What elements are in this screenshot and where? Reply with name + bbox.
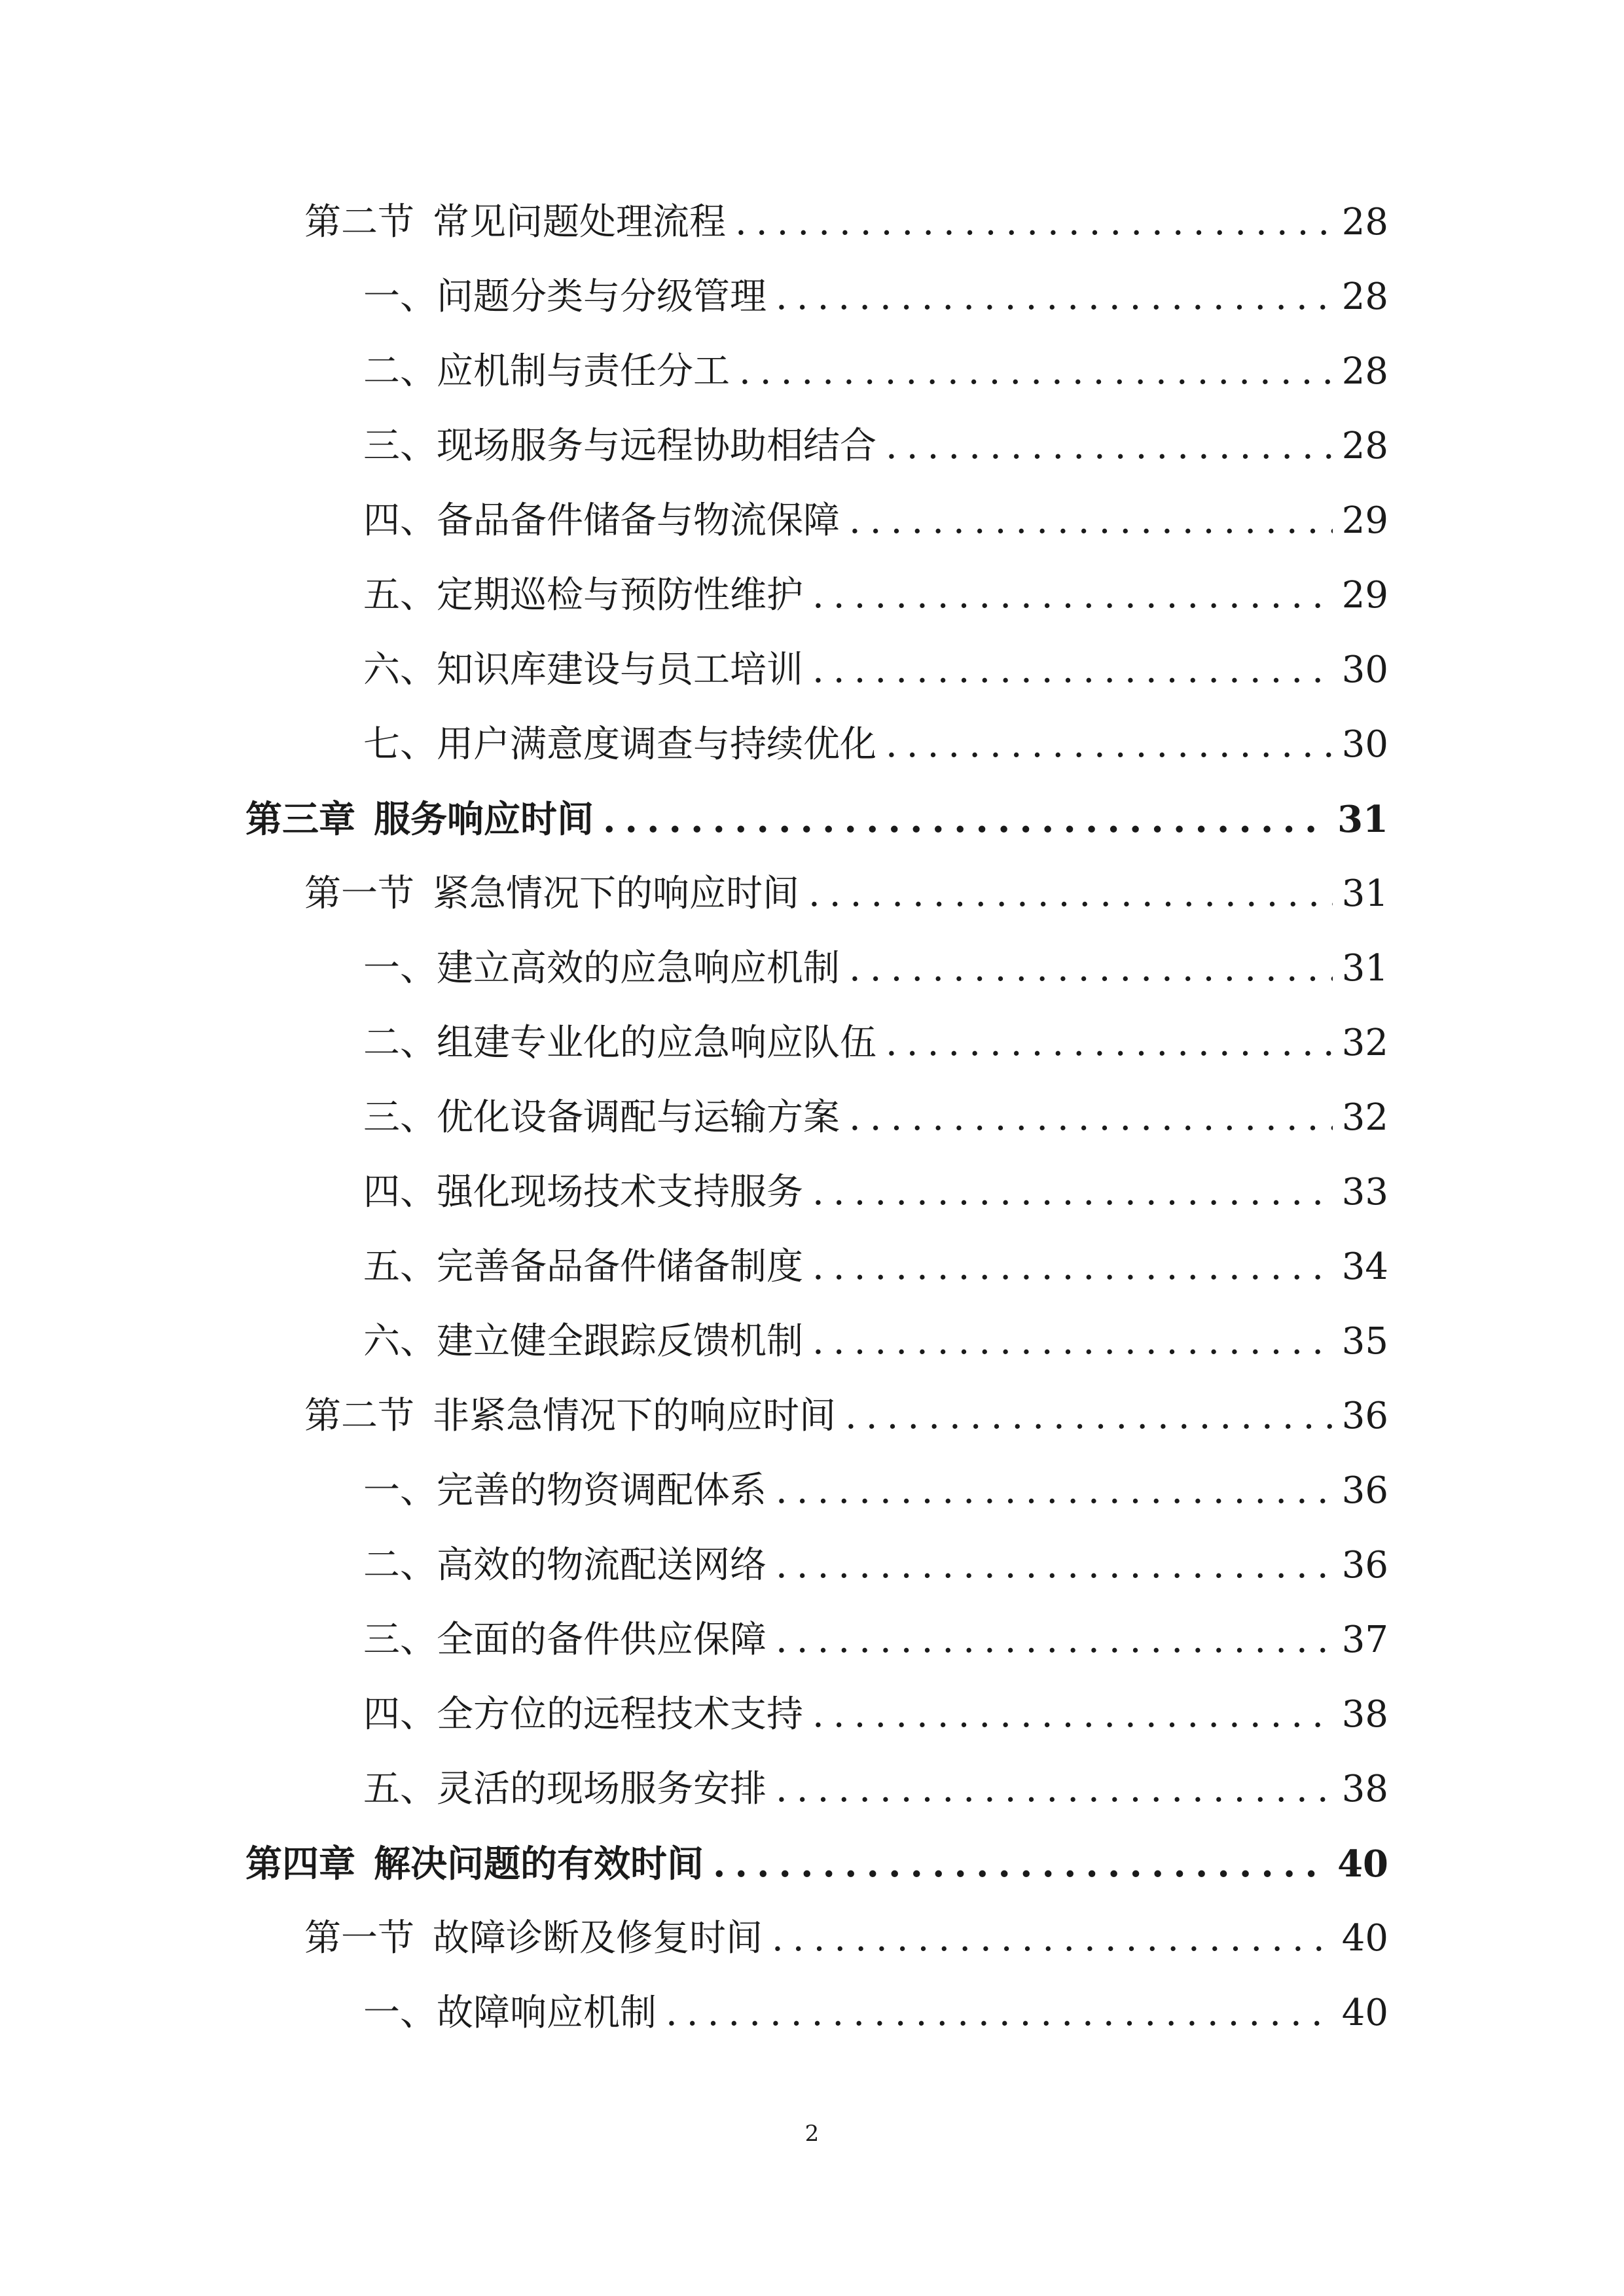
toc-entry[interactable] <box>363 1682 1388 1748</box>
toc-entry-title: 非紧急情况下的响应时间 <box>433 1395 836 1437</box>
toc-entry-number: 四、 <box>363 499 437 542</box>
toc-entry-title: 常见问题处理流程 <box>433 201 726 243</box>
toc-entry-page: 36 <box>1341 1544 1388 1587</box>
toc-dot-leader <box>812 1234 1333 1300</box>
toc-entry-title: 建立高效的应急响应机制 <box>437 947 840 990</box>
toc-dot-leader <box>849 488 1333 554</box>
toc-entry-title: 优化设备调配与运输方案 <box>437 1096 840 1139</box>
toc-dot-leader <box>886 712 1333 778</box>
toc-entry-page: 28 <box>1341 276 1388 318</box>
toc-dot-leader <box>739 339 1333 404</box>
toc-entry[interactable] <box>304 1384 1388 1449</box>
toc-entry-page: 31 <box>1341 947 1388 990</box>
toc-dot-leader <box>735 190 1333 255</box>
toc-entry-title: 备品备件储备与物流保障 <box>437 499 840 542</box>
toc-dot-leader <box>886 414 1333 479</box>
toc-entry-number: 二、 <box>363 1022 437 1064</box>
toc-entry[interactable] <box>363 712 1388 778</box>
toc-entry-title: 现场服务与远程协助相结合 <box>437 425 876 467</box>
toc-dot-leader <box>776 1458 1333 1524</box>
toc-entry-number: 四、 <box>363 1693 437 1736</box>
toc-entry-number: 五、 <box>363 1246 437 1288</box>
toc-entry-page: 38 <box>1341 1693 1388 1736</box>
toc-entry-number: 一、 <box>363 1469 437 1512</box>
toc-entry[interactable] <box>304 1906 1388 1971</box>
toc-entry[interactable] <box>363 1309 1388 1374</box>
toc-entry[interactable] <box>245 787 1388 852</box>
toc-entry-page: 30 <box>1341 723 1388 766</box>
toc-entry-number: 第一节 <box>304 1917 414 1960</box>
toc-entry-title: 服务响应时间 <box>374 798 594 841</box>
toc-dot-leader <box>776 1533 1333 1598</box>
toc-entry-page: 28 <box>1341 201 1388 243</box>
toc-entry-number: 三、 <box>363 1096 437 1139</box>
toc-entry-number: 二、 <box>363 1544 437 1587</box>
toc-entry-number: 一、 <box>363 1992 437 2034</box>
toc-entry-title: 全面的备件供应保障 <box>437 1619 767 1661</box>
toc-entry[interactable] <box>363 1011 1388 1076</box>
toc-dot-leader <box>812 1682 1333 1748</box>
toc-entry-number: 五、 <box>363 574 437 617</box>
toc-entry-page: 34 <box>1341 1246 1388 1288</box>
toc-dot-leader <box>776 1757 1333 1822</box>
toc-dot-leader <box>849 936 1333 1001</box>
toc-entry-number: 二、 <box>363 350 437 393</box>
toc-entry-page: 38 <box>1341 1768 1388 1810</box>
toc-entry-title: 高效的物流配送网络 <box>437 1544 767 1587</box>
toc-entry-number: 三、 <box>363 1619 437 1661</box>
toc-dot-leader <box>812 563 1333 628</box>
toc-entry-number: 六、 <box>363 649 437 691</box>
toc-entry-title: 问题分类与分级管理 <box>437 276 767 318</box>
toc-entry-number: 四、 <box>363 1171 437 1213</box>
toc-entry-number: 一、 <box>363 276 437 318</box>
toc-entry[interactable] <box>363 1607 1388 1673</box>
toc-entry-page: 31 <box>1337 798 1388 841</box>
toc-entry-page: 35 <box>1341 1320 1388 1363</box>
toc-entry-title: 应机制与责任分工 <box>437 350 730 393</box>
toc-dot-leader <box>849 1085 1333 1151</box>
toc-entry-title: 故障响应机制 <box>437 1992 657 2034</box>
toc-entry[interactable] <box>363 1458 1388 1524</box>
toc-entry-title: 紧急情况下的响应时间 <box>433 872 799 915</box>
toc-dot-leader <box>845 1384 1333 1449</box>
toc-dot-leader <box>713 1831 1328 1897</box>
toc-entry[interactable] <box>363 936 1388 1001</box>
toc-entry[interactable] <box>363 563 1388 628</box>
toc-entry-title: 用户满意度调查与持续优化 <box>437 723 876 766</box>
toc-entry[interactable] <box>363 264 1388 330</box>
toc-entry[interactable] <box>304 190 1388 255</box>
toc-entry-title: 知识库建设与员工培训 <box>437 649 803 691</box>
toc-entry-page: 28 <box>1341 350 1388 393</box>
toc-entry-title: 组建专业化的应急响应队伍 <box>437 1022 876 1064</box>
toc-entry[interactable] <box>245 1831 1388 1897</box>
toc-entry-number: 七、 <box>363 723 437 766</box>
toc-entry[interactable] <box>363 1757 1388 1822</box>
toc-entry-title: 完善备品备件储备制度 <box>437 1246 803 1288</box>
toc-entry-number: 第三章 <box>245 798 355 841</box>
toc-entry-number: 第二节 <box>304 201 414 243</box>
toc-dot-leader <box>812 1160 1333 1225</box>
toc-entry-page: 33 <box>1341 1171 1388 1213</box>
toc-entry-page: 30 <box>1341 649 1388 691</box>
toc-dot-leader <box>772 1906 1333 1971</box>
toc-entry-page: 40 <box>1337 1842 1388 1886</box>
toc-entry-number: 五、 <box>363 1768 437 1810</box>
toc-entry[interactable] <box>363 1533 1388 1598</box>
toc-entry-number: 第一节 <box>304 872 414 915</box>
toc-entry-page: 36 <box>1341 1395 1388 1437</box>
toc-entry-title: 灵活的现场服务安排 <box>437 1768 767 1810</box>
toc-entry-page: 37 <box>1341 1619 1388 1661</box>
toc-entry-page: 29 <box>1341 574 1388 617</box>
toc-entry-title: 全方位的远程技术支持 <box>437 1693 803 1736</box>
toc-entry-page: 40 <box>1341 1917 1388 1960</box>
toc-entry-page: 40 <box>1341 1992 1388 2034</box>
toc-entry[interactable] <box>363 1085 1388 1151</box>
toc-dot-leader <box>812 637 1333 703</box>
toc-dot-leader <box>886 1011 1333 1076</box>
toc-dot-leader <box>666 1981 1333 2046</box>
toc-entry[interactable] <box>363 1234 1388 1300</box>
toc-entry-page: 29 <box>1341 499 1388 542</box>
toc-entry-title: 建立健全跟踪反馈机制 <box>437 1320 803 1363</box>
toc-entry[interactable] <box>363 488 1388 554</box>
toc-entry-title: 强化现场技术支持服务 <box>437 1171 803 1213</box>
toc-entry[interactable] <box>363 637 1388 703</box>
toc-entry-title: 完善的物资调配体系 <box>437 1469 767 1512</box>
toc-dot-leader <box>812 1309 1333 1374</box>
page-number: 2 <box>804 2121 820 2147</box>
toc-entry[interactable] <box>363 414 1388 479</box>
toc-dot-leader <box>603 787 1328 852</box>
toc-dot-leader <box>776 1607 1333 1673</box>
toc-entry[interactable] <box>363 1160 1388 1225</box>
toc-dot-leader <box>776 264 1333 330</box>
toc-entry-title: 故障诊断及修复时间 <box>433 1917 763 1960</box>
toc-entry[interactable] <box>363 1981 1388 2046</box>
toc-entry-title: 定期巡检与预防性维护 <box>437 574 803 617</box>
toc-entry-page: 31 <box>1341 872 1388 915</box>
toc-entry-page: 32 <box>1341 1096 1388 1139</box>
toc-entry-number: 第四章 <box>245 1842 355 1886</box>
toc-entry-number: 六、 <box>363 1320 437 1363</box>
toc-entry-page: 36 <box>1341 1469 1388 1512</box>
toc-entry[interactable] <box>363 339 1388 404</box>
toc-entry-number: 第二节 <box>304 1395 414 1437</box>
toc-entry-number: 三、 <box>363 425 437 467</box>
toc-entry-page: 32 <box>1341 1022 1388 1064</box>
toc-entry-number: 一、 <box>363 947 437 990</box>
toc-entry[interactable] <box>304 861 1388 927</box>
toc-entry-page: 28 <box>1341 425 1388 467</box>
toc-dot-leader <box>808 861 1333 927</box>
toc-entry-title: 解决问题的有效时间 <box>374 1842 704 1886</box>
